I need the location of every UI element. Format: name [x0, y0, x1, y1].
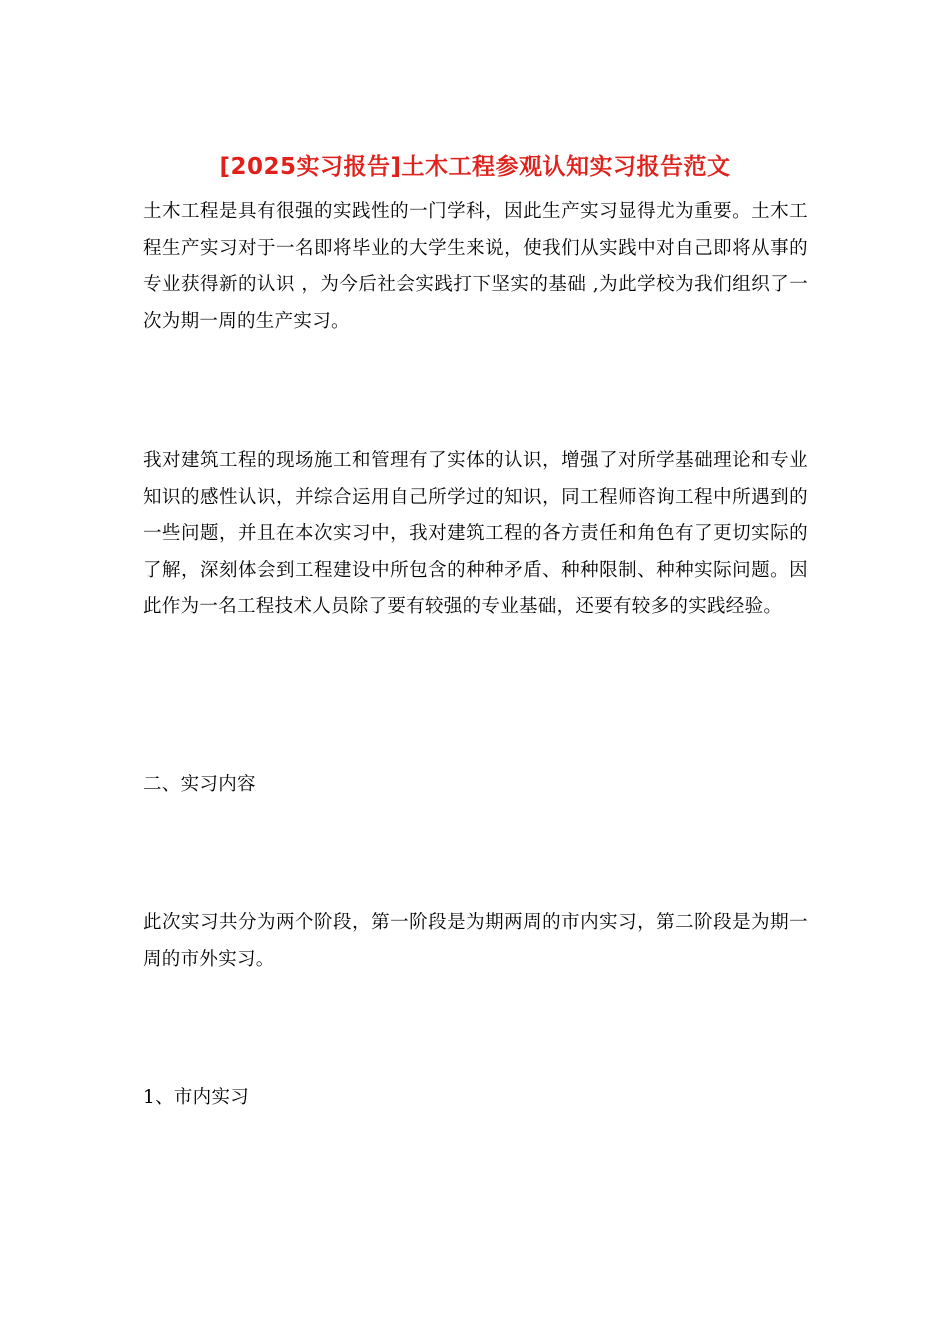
stages-paragraph: 此次实习共分为两个阶段，第一阶段是为期两周的市内实习，第二阶段是为期一周的市外实习。: [143, 912, 808, 970]
intro-paragraph: 土木工程是具有很强的实践性的一门学科，因此生产实习显得尤为重要。土木工程生产实习对于一名即将毕业的大学生来说，使我们从实践中对自己即将从事的专业获得新的认识 ，为今后社会实践打下坚实的基础 ,为此学校为我们组织了一次为期一周的生产实习。: [143, 201, 808, 332]
document-title: [2025实习报告]土木工程参观认知实习报告范文: [219, 154, 731, 180]
understanding-paragraph: 我对建筑工程的现场施工和管理有了实体的认识，增强了对所学基础理论和专业知识的感性认识，并综合运用自己所学过的知识，同工程师咨询工程中所遇到的一些问题，并且在本次实习中，我对建筑工程的各方责任和角色有了更切实际的了解，深刻体会到工程建设中所包含的种种矛盾、种种限制、种种实际问题。因此作为一名工程技术人员除了要有较强的专业基础，还要有较多的实践经验。: [143, 450, 808, 617]
section-heading-internship-content: 二、实习内容: [143, 774, 256, 795]
subsection-heading-city-internship: 1、市内实习: [143, 1087, 250, 1108]
